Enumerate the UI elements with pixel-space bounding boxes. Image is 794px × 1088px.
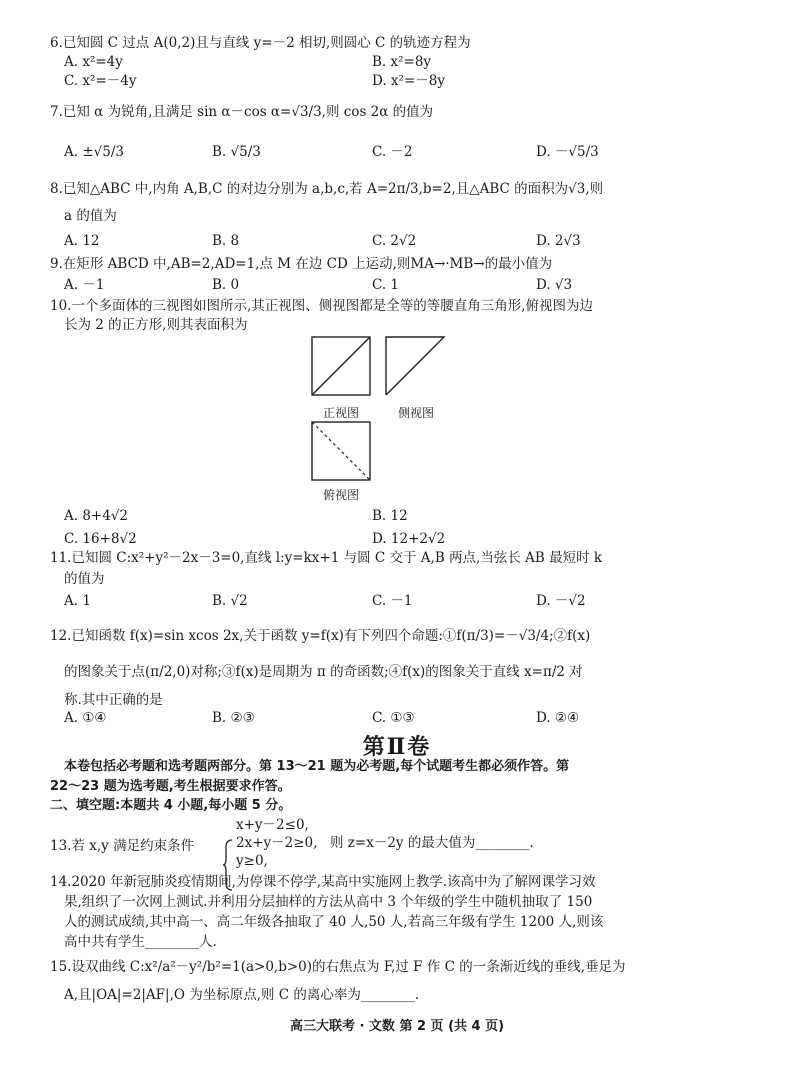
q8-option-d: D. 2√3 xyxy=(536,233,581,249)
q6-option-b: B. x²=8y xyxy=(372,54,432,70)
front-view-label: 正视图 xyxy=(323,406,360,420)
q11-option-b: B. √2 xyxy=(212,593,248,609)
side-view-figure xyxy=(384,335,446,397)
q12-stem-cont2: 称.其中正确的是 xyxy=(64,692,163,708)
q12-option-d: D. ②④ xyxy=(536,710,580,726)
q15-line-1: 15.设双曲线 C:x²/a²－y²/b²=1(a>0,b>0)的右焦点为 F,过 F 作 C 的一条渐近线的垂线,垂足为 xyxy=(50,959,626,975)
q6-option-a: A. x²=4y xyxy=(64,54,123,70)
q12-option-b: B. ②③ xyxy=(212,710,255,726)
q11-option-c: C. －1 xyxy=(372,593,413,609)
q13-condition-1: x+y－2≤0, xyxy=(236,817,309,833)
q7-stem: 7.已知 α 为锐角,且满足 sin α－cos α=√3/3,则 cos 2α 的值为 xyxy=(50,104,434,120)
q13-condition-2: 2x+y－2≥0, xyxy=(236,835,318,851)
q10-option-d: D. 12+2√2 xyxy=(372,531,446,547)
q10-option-a: A. 8+4√2 xyxy=(64,508,129,524)
q7-option-c: C. －2 xyxy=(372,144,413,160)
q13-condition-3: y≥0, xyxy=(236,853,268,869)
side-view-label: 侧视图 xyxy=(398,406,435,420)
q9-option-d: D. √3 xyxy=(536,277,573,293)
q12-option-a: A. ①④ xyxy=(64,710,107,726)
q9-option-a: A. －1 xyxy=(64,277,105,293)
section-intro-cont: 22～23 题为选考题,考生根据要求作答。 xyxy=(50,779,291,794)
q10-option-c: C. 16+8√2 xyxy=(64,531,137,547)
q14-line-3: 人的测试成绩,其中高一、高二年级各抽取了 40 人,50 人,若高三年级有学生 1200 人,则该 xyxy=(64,914,604,930)
q11-stem: 11.已知圆 C:x²+y²－2x－3=0,直线 l:y=kx+1 与圆 C 交于 A,B 两点,当弦长 AB 最短时 k xyxy=(50,550,603,566)
fill-heading: 二、填空题:本题共 4 小题,每小题 5 分。 xyxy=(50,798,292,813)
q11-option-d: D. －√2 xyxy=(536,593,586,609)
q13-suffix: 则 z=x－2y 的最大值为________. xyxy=(330,835,534,851)
q6-option-c: C. x²=－4y xyxy=(64,73,137,89)
q6-stem: 6.已知圆 C 过点 A(0,2)且与直线 y=－2 相切,则圆心 C 的轨迹方程为 xyxy=(50,35,471,51)
q8-stem: 8.已知△ABC 中,内角 A,B,C 的对边分别为 a,b,c,若 A=2π/3,b=2,且△ABC 的面积为√3,则 xyxy=(50,181,604,197)
q6-option-d: D. x²=－8y xyxy=(372,73,445,89)
q14-line-2: 果,组织了一次网上测试.并利用分层抽样的方法从高中 3 个年级的学生中随机抽取了 150 xyxy=(64,894,593,910)
q7-option-a: A. ±√5/3 xyxy=(64,144,124,160)
page-footer: 高三大联考 · 文数 第 2 页 (共 4 页) xyxy=(289,1019,505,1034)
q7-option-b: B. √5/3 xyxy=(212,144,261,160)
section-intro: 本卷包括必考题和选考题两部分。第 13～21 题为必考题,每个试题考生都必须作答。第 xyxy=(64,759,570,774)
q7-option-d: D. －√5/3 xyxy=(536,144,599,160)
q11-option-a: A. 1 xyxy=(64,593,91,609)
top-view-label: 俯视图 xyxy=(323,488,360,502)
section-title: 第Ⅱ卷 xyxy=(362,734,432,760)
q8-option-c: C. 2√2 xyxy=(372,233,417,249)
q13-prefix: 13.若 x,y 满足约束条件 xyxy=(50,838,195,854)
top-view-figure xyxy=(310,420,372,482)
q12-option-c: C. ①③ xyxy=(372,710,415,726)
q11-stem-cont: 的值为 xyxy=(64,571,105,587)
q9-stem: 9.在矩形 ABCD 中,AB=2,AD=1,点 M 在边 CD 上运动,则MA→·MB→的最小值为 xyxy=(50,256,553,272)
q9-option-c: C. 1 xyxy=(372,277,400,293)
q14-line-4: 高中共有学生________人. xyxy=(64,934,217,950)
q9-option-b: B. 0 xyxy=(212,277,240,293)
q8-option-b: B. 8 xyxy=(212,233,240,249)
q8-option-a: A. 12 xyxy=(64,233,100,249)
q10-stem: 10.一个多面体的三视图如图所示,其正视图、侧视图都是全等的等腰直角三角形,俯视图为边 xyxy=(50,298,594,314)
q10-stem-cont: 长为 2 的正方形,则其表面积为 xyxy=(64,317,248,333)
q10-option-b: B. 12 xyxy=(372,508,408,524)
q8-stem-cont: a 的值为 xyxy=(64,208,117,224)
front-view-figure xyxy=(310,335,372,397)
q12-stem: 12.已知函数 f(x)=sin xcos 2x,关于函数 y=f(x)有下列四个命题:①f(π/3)=－√3/4;②f(x) xyxy=(50,628,591,644)
q12-stem-cont: 的图象关于点(π/2,0)对称;③f(x)是周期为 π 的奇函数;④f(x)的图象关于直线 x=π/2 对 xyxy=(64,664,583,680)
q14-line-1: 14.2020 年新冠肺炎疫情期间,为停课不停学,某高中实施网上教学.该高中为了解网课学习效 xyxy=(50,874,596,890)
q15-line-2: A,且|OA|=2|AF|,O 为坐标原点,则 C 的离心率为________. xyxy=(64,987,420,1003)
